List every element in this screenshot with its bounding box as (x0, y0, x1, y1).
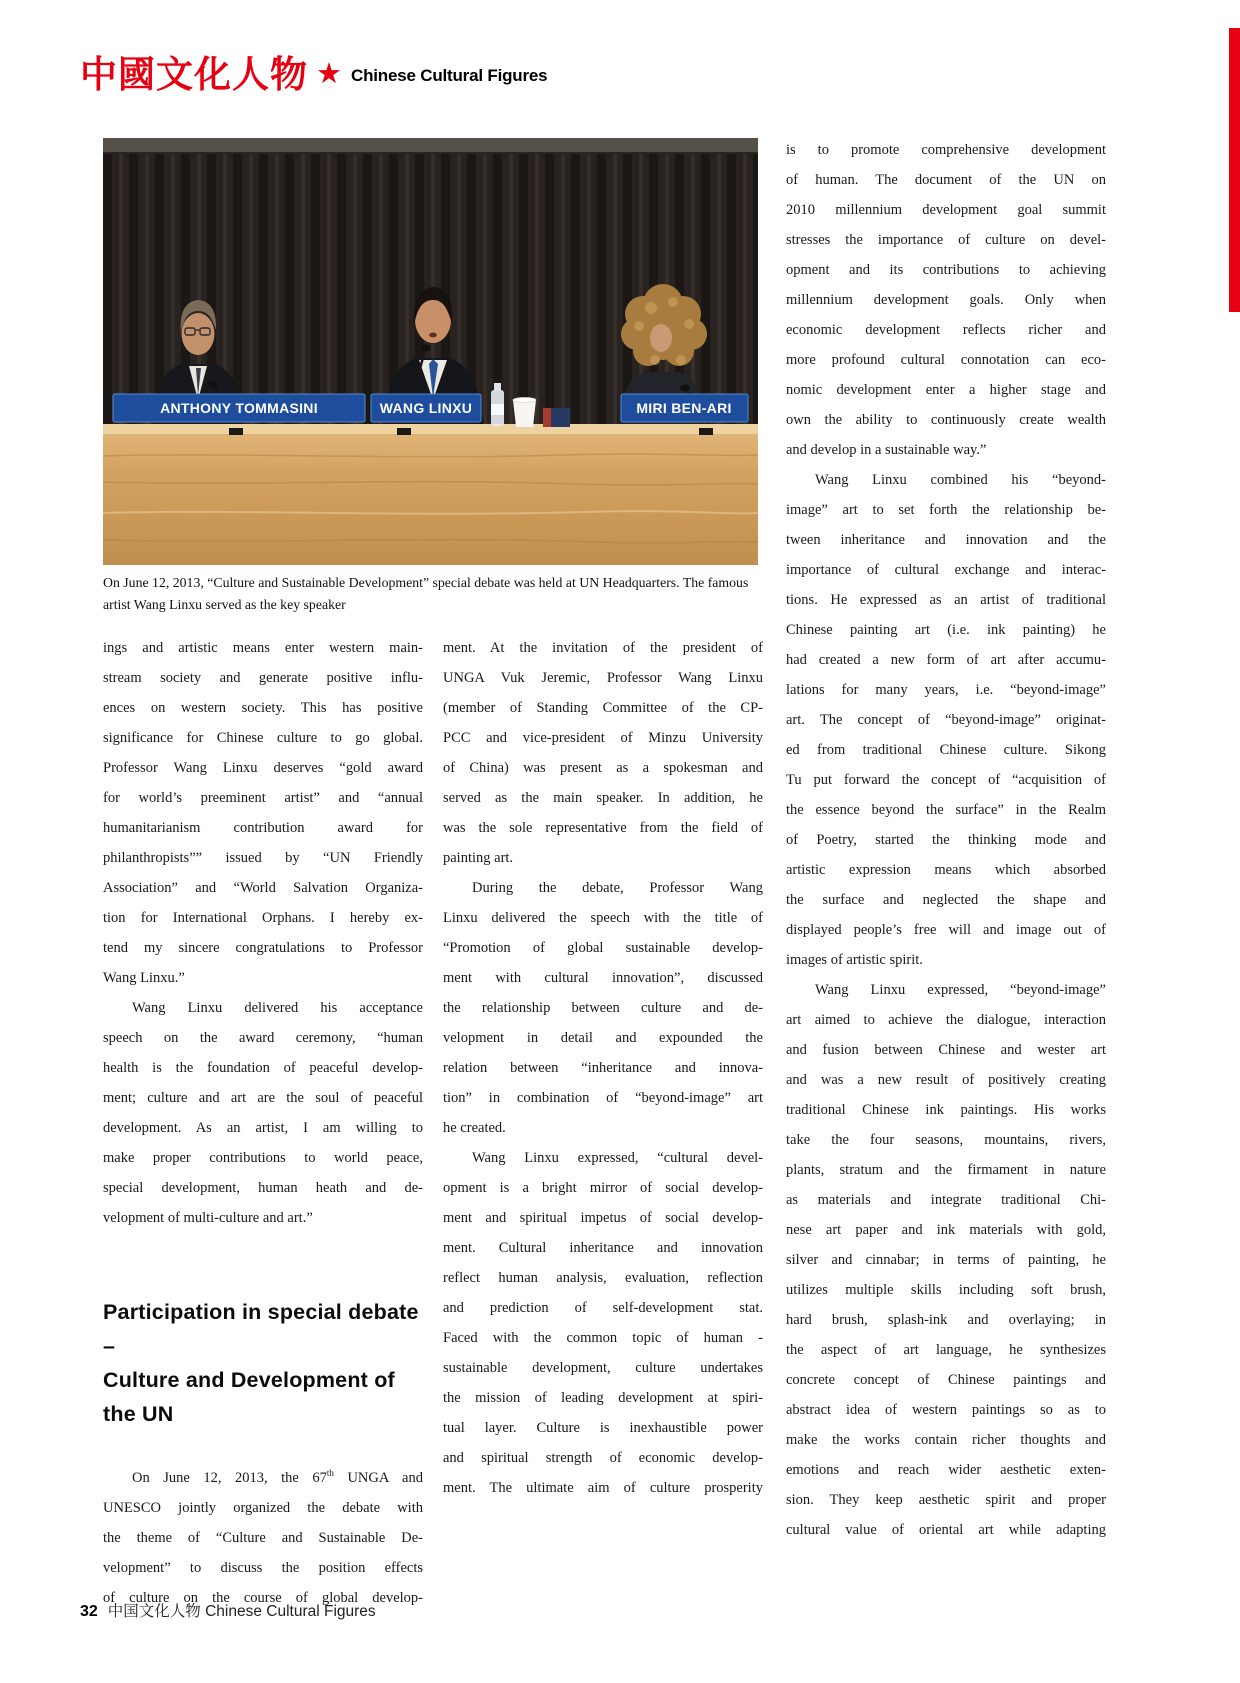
text-line: Wang Linxu expressed, “beyond-image” (815, 982, 1106, 998)
magazine-logo-english: Chinese Cultural Figures (351, 66, 548, 85)
text-line: cultural value of oriental art while adapting (786, 1522, 1106, 1538)
text-line: the surface and neglected the shape and (786, 892, 1106, 908)
text-line: as materials and integrate traditional Chi- (786, 1192, 1106, 1208)
photo-caption: On June 12, 2013, “Culture and Sustainable Development” special debate was held at UN Headquarters. The famous artist Wang Linxu served as the key speaker (103, 575, 749, 612)
page-number: 32 (80, 1603, 98, 1620)
text-line: abstract idea of western paintings so as to (786, 1402, 1106, 1418)
text-line: reflect human analysis, evaluation, reflection (443, 1270, 763, 1286)
text-line: silver and cinnabar; in terms of painting, he (786, 1252, 1106, 1268)
text-line: painting art. (443, 850, 514, 866)
text-line: ment. Cultural inheritance and innovation (443, 1240, 763, 1256)
text-line: UNESCO jointly organized the debate with (103, 1500, 423, 1516)
text-line: special development, human heath and de- (103, 1180, 423, 1196)
text-line: make proper contributions to world peace, (103, 1150, 423, 1166)
text-line: Wang Linxu.” (103, 970, 185, 986)
text-line: lations for many years, i.e. “beyond-image” (786, 682, 1106, 698)
section-heading-line1: Participation in special debate – (103, 1300, 419, 1358)
text-line: humanitarianism contribution award for (103, 820, 423, 836)
text-line: millennium development goals. Only when (786, 292, 1106, 308)
text-column-3 (786, 135, 1106, 1545)
text-line: velopment” to discuss the position effects (103, 1560, 423, 1576)
text-line: development. As an artist, I am willing to (103, 1120, 423, 1136)
mic-base (397, 428, 411, 435)
text-line: health is the foundation of peaceful develop- (103, 1060, 423, 1076)
wooden-desk (103, 424, 758, 565)
text-line: Wang Linxu expressed, “cultural devel- (472, 1150, 763, 1166)
text-line: the mission of leading development at spiri- (443, 1390, 763, 1406)
text-line: ings and artistic means enter western main- (103, 640, 423, 656)
footer-title: 中国文化人物 Chinese Cultural Figures (107, 1603, 376, 1620)
text-line: Linxu delivered the speech with the title of (443, 910, 763, 926)
text-line: 2010 millennium development goal summit (786, 202, 1106, 218)
text-line: own the ability to continuously create wealth (786, 412, 1106, 428)
text-line: for world’s preeminent artist” and “annual (103, 790, 423, 806)
un-debate-photo (103, 138, 758, 565)
text-line: ed from traditional Chinese culture. Sikong (786, 742, 1106, 758)
text-line: During the debate, Professor Wang (472, 880, 763, 896)
text-line: tion” in combination of “beyond-image” art (443, 1090, 763, 1106)
text-line: traditional Chinese ink paintings. His works (786, 1102, 1106, 1118)
text-line: the essence beyond the surface” in the Realm (786, 802, 1106, 818)
text-line: Wang Linxu delivered his acceptance (132, 1000, 423, 1016)
text-line: served as the main speaker. In addition, he (443, 790, 763, 806)
text-line: ment. At the invitation of the president of (443, 640, 763, 656)
text-line: (member of Standing Committee of the CP- (443, 700, 763, 716)
magazine-logo-chinese: 中國文化人物 (80, 52, 308, 96)
text-line: the theme of “Culture and Sustainable De- (103, 1530, 423, 1546)
speaking-mouth (429, 333, 437, 338)
text-line: the relationship between culture and de- (443, 1000, 763, 1016)
text-line: tions. He expressed as an artist of traditional (786, 592, 1106, 608)
text-line: hard brush, splash-ink and overlaying; in (786, 1312, 1106, 1328)
text-line: of Poetry, started the thinking mode and (786, 832, 1106, 848)
text-line: PCC and vice-president of Minzu University (443, 730, 763, 746)
text-line: Professor Wang Linxu deserves “gold award (103, 760, 423, 776)
text-line: tion for International Orphans. I hereby ex- (103, 910, 423, 926)
text-line: utilizes multiple skills including soft brush, (786, 1282, 1106, 1298)
text-line: sustainable development, culture undertakes (443, 1360, 763, 1376)
star-icon: ★ (316, 58, 342, 90)
section-heading (103, 1295, 423, 1431)
text-line: more profound cultural connotation can eco- (786, 352, 1106, 368)
page-header (80, 52, 547, 96)
text-line: the aspect of art language, he synthesizes (786, 1342, 1106, 1358)
text-line: and was a new result of positively creating (786, 1072, 1106, 1088)
nameplate-label: ANTHONY TOMMASINI (160, 400, 318, 416)
text-line: was the sole representative from the field of (443, 820, 763, 836)
text-line: of China) was present as a spokesman and (443, 760, 763, 776)
page-edge-tab (1229, 28, 1240, 312)
text-line: “Promotion of global sustainable develop- (443, 940, 763, 956)
column1-body-top (103, 633, 423, 1233)
text-line: nomic development enter a higher stage and (786, 382, 1106, 398)
text-line: concrete concept of Chinese paintings and (786, 1372, 1106, 1388)
text-line: velopment of multi-culture and art.” (103, 1210, 313, 1226)
text-line: he created. (443, 1120, 506, 1136)
text-line: ment. The ultimate aim of culture prosperity (443, 1480, 763, 1496)
ceiling-strip (103, 138, 758, 152)
mic-base (699, 428, 713, 435)
text-line: importance of cultural exchange and interac- (786, 562, 1106, 578)
text-line: speech on the award ceremony, “human (103, 1030, 423, 1046)
text-line: ment and spiritual impetus of social develop- (443, 1210, 763, 1226)
text-line: Tu put forward the concept of “acquisition of (786, 772, 1106, 788)
nameplate-label: MIRI BEN-ARI (636, 400, 732, 416)
text-line: take the four seasons, mountains, rivers, (786, 1132, 1106, 1148)
text-line: ences on western society. This has positive (103, 700, 423, 716)
text-line: opment and its contributions to achieving (786, 262, 1106, 278)
text-line: velopment in detail and expounded the (443, 1030, 763, 1046)
nameplate-anthony-tommasini (113, 394, 365, 422)
text-line: emotions and reach wider aesthetic exten- (786, 1462, 1106, 1478)
text-line: artistic expression means which absorbed (786, 862, 1106, 878)
nameplate-wang-linxu (371, 394, 481, 422)
mic-base (229, 428, 243, 435)
text-line: images of artistic spirit. (786, 952, 923, 968)
desk-object (543, 408, 570, 427)
text-line: art aimed to achieve the dialogue, interaction (786, 1012, 1106, 1028)
text-line: economic development reflects richer and (786, 322, 1106, 338)
text-line: had created a new form of art after accumu- (786, 652, 1106, 668)
text-line: relation between “inheritance and innova- (443, 1060, 763, 1076)
text-line: make the works contain richer thoughts and (786, 1432, 1106, 1448)
panel-photo (103, 138, 758, 565)
text-line: tual layer. Culture is inexhaustible power (443, 1420, 763, 1436)
text-line: is to promote comprehensive development (786, 142, 1106, 158)
text-line: significance for Chinese culture to go global. (103, 730, 423, 746)
text-line: image” art to set forth the relationship be- (786, 502, 1106, 518)
text-line: displayed people’s free will and image out of (786, 922, 1106, 938)
text-line: tend my sincere congratulations to Professor (103, 940, 423, 956)
nameplate-label: WANG LINXU (379, 400, 473, 416)
text-line: plants, stratum and the firmament in nature (786, 1162, 1106, 1178)
text-line: and fusion between Chinese and wester art (786, 1042, 1106, 1058)
text-line: art. The concept of “beyond-image” originat- (786, 712, 1106, 728)
text-line: UNGA Vuk Jeremic, Professor Wang Linxu (443, 670, 763, 686)
text-line: opment is a bright mirror of social develop- (443, 1180, 763, 1196)
text-line: Association” and “World Salvation Organiza- (103, 880, 423, 896)
text-line: On June 12, 2013, the 67th UNGA and (132, 1468, 423, 1486)
text-line: sion. They keep aesthetic spirit and proper (786, 1492, 1106, 1508)
text-line: Faced with the common topic of human - (443, 1330, 763, 1346)
text-line: stream society and generate positive influ- (103, 670, 423, 686)
text-line: Chinese painting art (i.e. ink painting) he (786, 622, 1106, 638)
section-heading-line2: Culture and Development of the UN (103, 1368, 395, 1426)
page-footer (80, 1599, 376, 1621)
text-line: ment with cultural innovation”, discussed (443, 970, 763, 986)
nameplate-miri-ben-ari (621, 394, 748, 422)
text-column-1 (103, 633, 423, 1613)
text-line: stresses the importance of culture on devel- (786, 232, 1106, 248)
coffee-cup-icon (513, 398, 536, 428)
text-line: tween inheritance and innovation and the (786, 532, 1106, 548)
column1-body-bottom (103, 1463, 423, 1613)
text-column-2 (443, 633, 763, 1503)
text-line: and prediction of self-development stat. (443, 1300, 763, 1316)
text-line: and develop in a sustainable way.” (786, 442, 987, 458)
text-line: nese art paper and ink materials with gold, (786, 1222, 1106, 1238)
text-line: philanthropists”” issued by “UN Friendly (103, 850, 423, 866)
text-line: Wang Linxu combined his “beyond- (815, 472, 1106, 488)
text-line: ment; culture and art are the soul of peaceful (103, 1090, 423, 1106)
text-line: of culture on the course of global develop- (103, 1590, 423, 1606)
text-line: of human. The document of the UN on (786, 172, 1106, 188)
text-line: and spiritual strength of economic develop- (443, 1450, 763, 1466)
